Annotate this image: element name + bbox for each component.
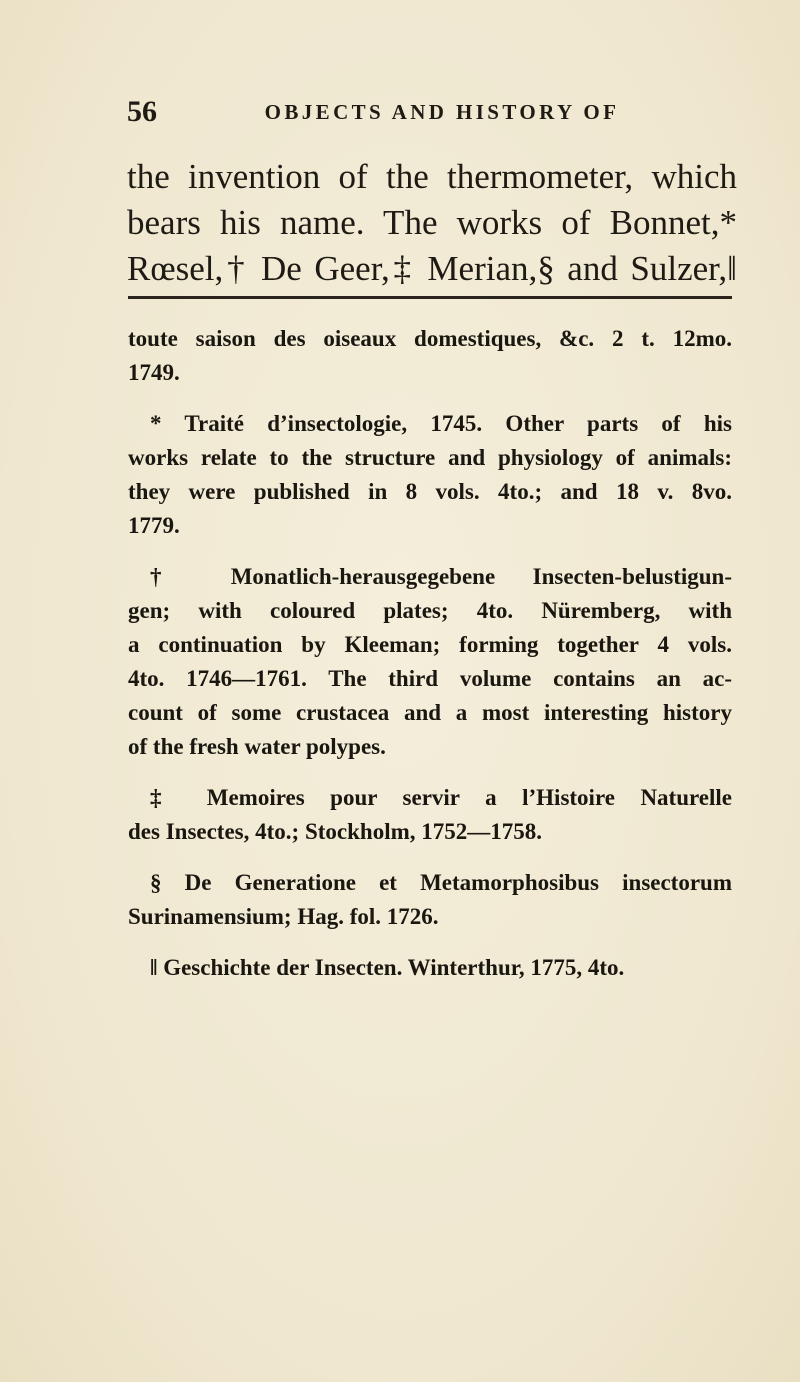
footnote-line: 1749. — [128, 360, 180, 385]
footnote-line: des Insectes, 4to.; Stockholm, 1752—1758. — [128, 819, 542, 844]
footnotes — [128, 322, 732, 1002]
footnote-line: of the fresh water polypes. — [128, 734, 386, 759]
footnote-line: 1779. — [128, 513, 180, 538]
footnote-continuation — [128, 322, 732, 390]
body-line: bears his name. The works of Bonnet,* — [127, 203, 737, 242]
footnote-bonnet — [128, 407, 732, 543]
footnote-line: gen; with coloured plates; 4to. Nüremberg, with — [128, 598, 732, 623]
footnote-roesel — [128, 560, 732, 764]
footnote-line: a continuation by Kleeman; forming together 4 vols. — [128, 632, 732, 657]
footnote-line: count of some crustacea and a most interesting history — [128, 700, 732, 725]
body-line: Rœsel,† De Geer,‡ Merian,§ and Sulzer,‖ — [127, 249, 737, 288]
footnote-line: toute saison des oiseaux domestiques, &c. 2 t. 12mo. — [128, 326, 732, 351]
footnote-line: ‖ Geschichte der Insecten. Winterthur, 1775, 4to. — [150, 955, 625, 980]
footnote-rule — [128, 296, 732, 299]
body-text — [127, 154, 737, 292]
footnote-line: 4to. 1746—1761. The third volume contains an ac- — [128, 666, 732, 691]
body-line: the invention of the thermometer, which — [127, 157, 737, 196]
page-header — [127, 92, 727, 132]
footnote-sulzer — [128, 951, 732, 985]
running-head: OBJECTS AND HISTORY OF — [264, 100, 620, 124]
footnote-de-geer — [128, 781, 732, 849]
footnote-line: † Monatlich-herausgegebene Insecten-belustigun- — [150, 564, 732, 589]
footnote-line: § De Generatione et Metamorphosibus insectorum — [150, 870, 732, 895]
footnote-line: Surinamensium; Hag. fol. 1726. — [128, 904, 439, 929]
footnote-line: ‡ Memoires pour servir a l’Histoire Naturelle — [150, 785, 732, 810]
footnote-line: works relate to the structure and physiology of animals: — [128, 445, 732, 470]
footnote-merian — [128, 866, 732, 934]
page-number: 56 — [127, 95, 157, 128]
footnote-line: * Traité d’insectologie, 1745. Other parts of his — [150, 411, 732, 436]
footnote-line: they were published in 8 vols. 4to.; and 18 v. 8vo. — [128, 479, 732, 504]
